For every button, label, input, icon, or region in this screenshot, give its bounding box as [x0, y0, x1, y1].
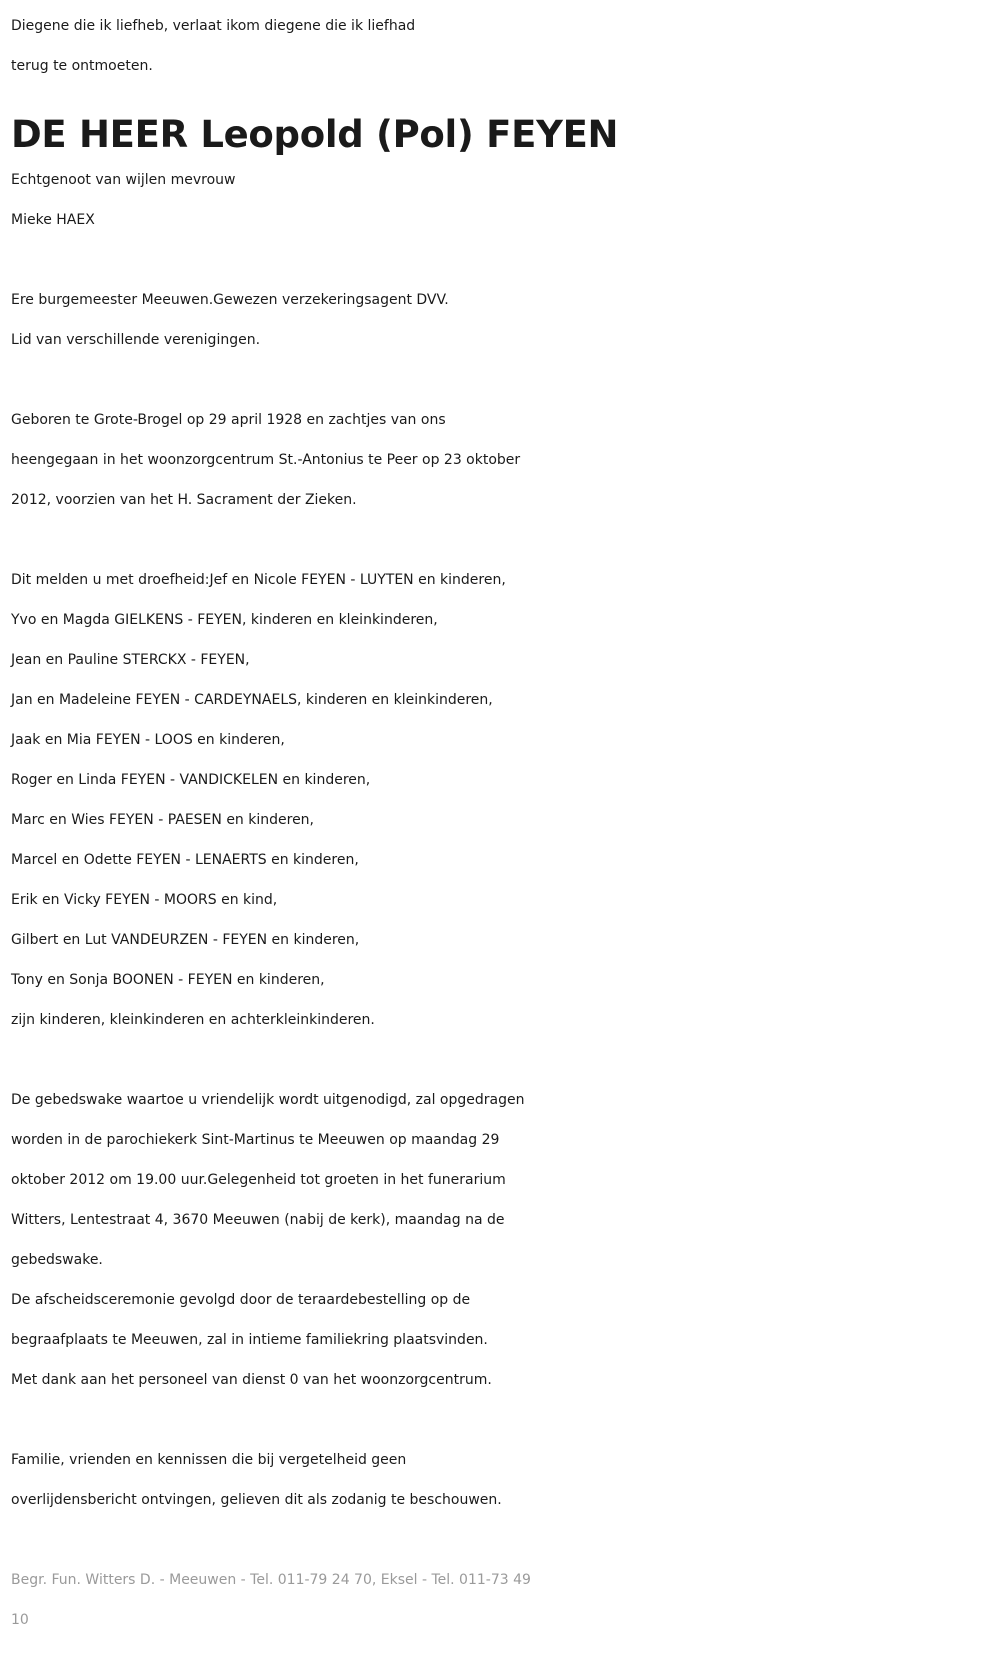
roles	[11, 280, 990, 360]
spacer	[11, 520, 990, 560]
family-line: Marcel en Odette FEYEN - LENAERTS en kinderen,	[11, 852, 359, 868]
birth-death-line: Geboren te Grote-Brogel op 29 april 1928 en zachtjes van ons	[11, 412, 446, 428]
motto-line: terug te ontmoeten.	[11, 58, 153, 74]
ceremony-line: Witters, Lentestraat 4, 3670 Meeuwen (nabij de kerk), maandag na de	[11, 1212, 505, 1228]
ceremony-line: Met dank aan het personeel van dienst 0 van het woonzorgcentrum.	[11, 1372, 492, 1388]
ceremony-line: De afscheidsceremonie gevolgd door de teraardebestelling op de	[11, 1292, 471, 1308]
family-line: Dit melden u met droefheid:Jef en Nicole FEYEN - LUYTEN en kinderen,	[11, 572, 506, 588]
birth-death-line: 2012, voorzien van het H. Sacrament der Zieken.	[11, 492, 357, 508]
footer-line: Begr. Fun. Witters D. - Meeuwen - Tel. 011-79 24 70, Eksel - Tel. 011-73 49	[11, 1572, 531, 1588]
funeral-home-footer	[11, 1560, 990, 1640]
family-line: Gilbert en Lut VANDEURZEN - FEYEN en kinderen,	[11, 932, 360, 948]
ceremony-line: oktober 2012 om 19.00 uur.Gelegenheid tot groeten in het funerarium	[11, 1172, 506, 1188]
spouse-info	[11, 160, 990, 240]
ceremony-line: worden in de parochiekerk Sint-Martinus te Meeuwen op maandag 29	[11, 1132, 500, 1148]
family-line: zijn kinderen, kleinkinderen en achterkleinkinderen.	[11, 1012, 375, 1028]
motto-line: Diegene die ik liefheb, verlaat ikom diegene die ik liefhad	[11, 18, 416, 34]
roles-line: Lid van verschillende verenigingen.	[11, 332, 261, 348]
notice-line: Familie, vrienden en kennissen die bij vergetelheid geen	[11, 1452, 407, 1468]
spouse-line: Echtgenoot van wijlen mevrouw	[11, 172, 236, 188]
family-line: Jaak en Mia FEYEN - LOOS en kinderen,	[11, 732, 285, 748]
birth-death-info	[11, 400, 990, 520]
ceremony-line: begraafplaats te Meeuwen, zal in intieme familiekring plaatsvinden.	[11, 1332, 488, 1348]
notice-line: overlijdensbericht ontvingen, gelieven dit als zodanig te beschouwen.	[11, 1492, 502, 1508]
spacer	[11, 1520, 990, 1560]
spacer	[11, 1040, 990, 1080]
deceased-name: DE HEER Leopold (Pol) FEYEN	[11, 113, 619, 156]
family-line: Marc en Wies FEYEN - PAESEN en kinderen,	[11, 812, 315, 828]
family-line: Tony en Sonja BOONEN - FEYEN en kinderen,	[11, 972, 325, 988]
spacer	[11, 360, 990, 400]
ceremony-info	[11, 1080, 990, 1400]
ceremony-line: gebedswake.	[11, 1252, 103, 1268]
family-line: Erik en Vicky FEYEN - MOORS en kind,	[11, 892, 278, 908]
roles-line: Ere burgemeester Meeuwen.Gewezen verzekeringsagent DVV.	[11, 292, 449, 308]
ceremony-line: De gebedswake waartoe u vriendelijk wordt uitgenodigd, zal opgedragen	[11, 1092, 525, 1108]
birth-death-line: heengegaan in het woonzorgcentrum St.-Antonius te Peer op 23 oktober	[11, 452, 521, 468]
family-line: Jean en Pauline STERCKX - FEYEN,	[11, 652, 250, 668]
motto	[11, 6, 990, 86]
family-list	[11, 560, 990, 1040]
family-line: Yvo en Magda GIELKENS - FEYEN, kinderen en kleinkinderen,	[11, 612, 438, 628]
spacer	[11, 240, 990, 280]
notice	[11, 1440, 990, 1520]
spacer	[11, 1400, 990, 1440]
family-line: Jan en Madeleine FEYEN - CARDEYNAELS, kinderen en kleinkinderen,	[11, 692, 493, 708]
footer-line: 10	[11, 1612, 29, 1628]
family-line: Roger en Linda FEYEN - VANDICKELEN en kinderen,	[11, 772, 371, 788]
spouse-line: Mieke HAEX	[11, 212, 95, 228]
